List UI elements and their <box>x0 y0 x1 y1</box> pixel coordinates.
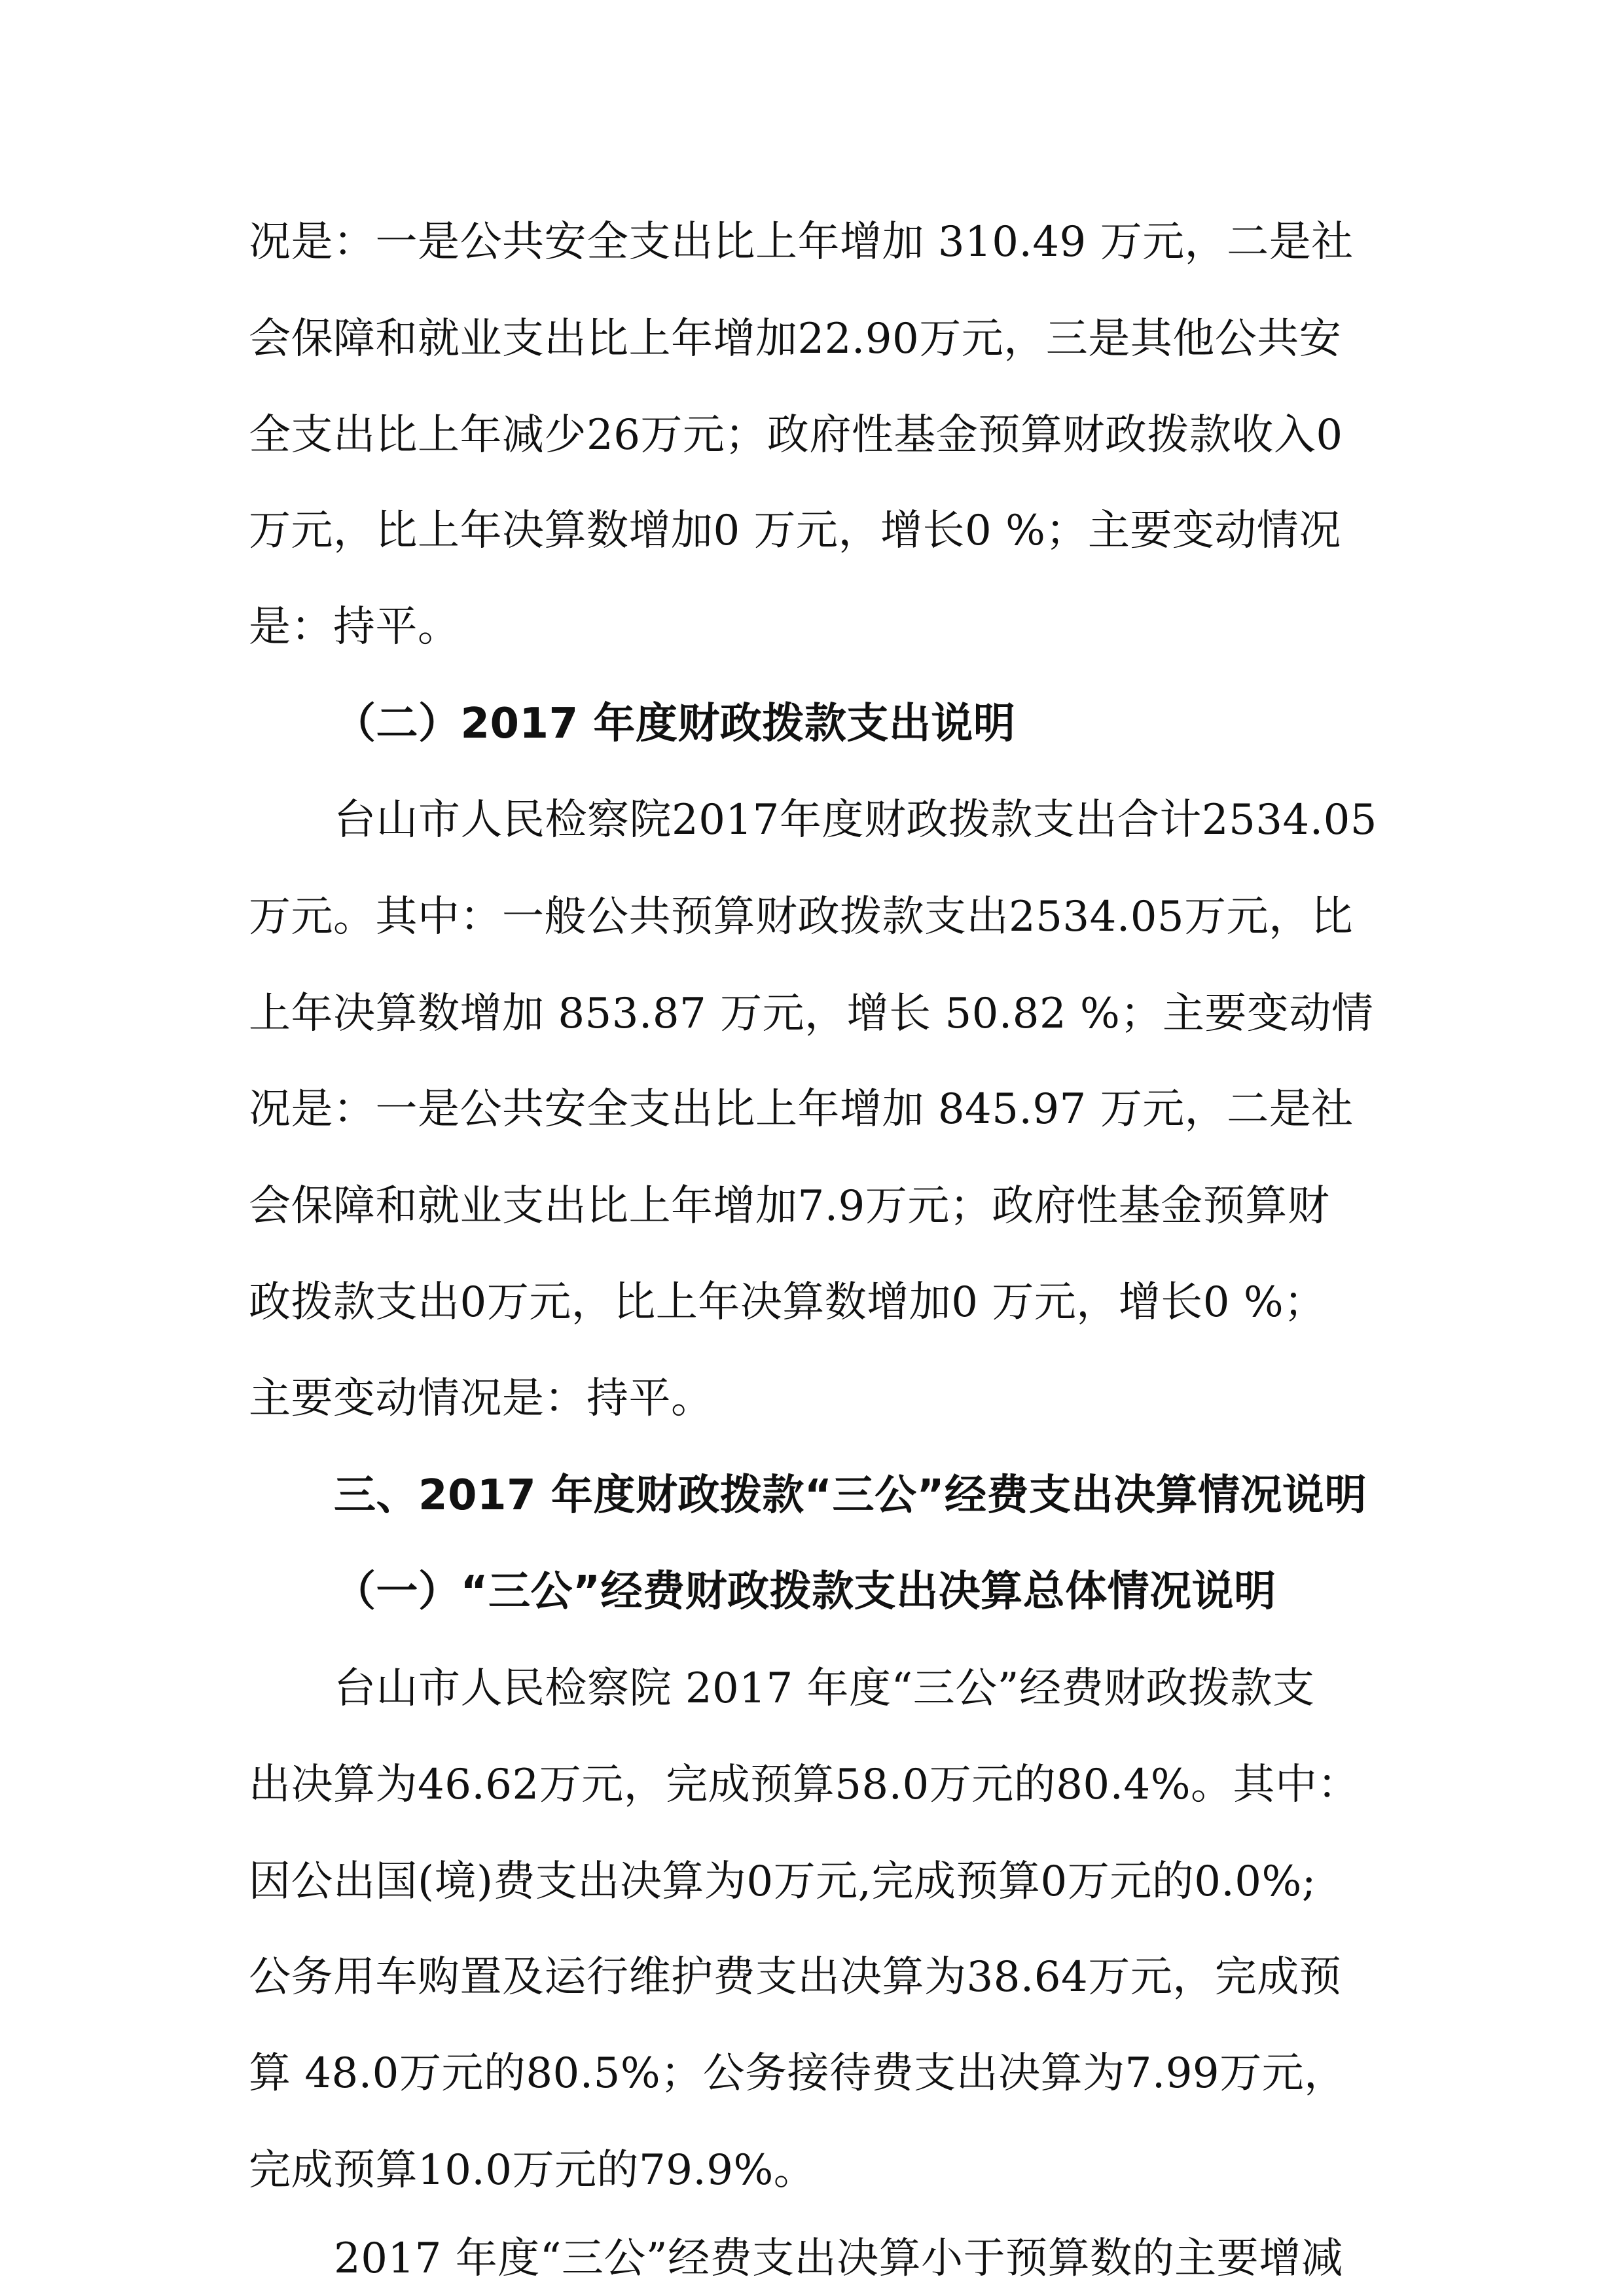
paragraph-line: 主要变动情况是：持平。 <box>249 1374 713 1423</box>
paragraph-line: 况是：一是公共安全支出比上年增加 310.49 万元，二是社 <box>249 218 1354 266</box>
paragraph-line: 万元，比上年决算数增加0 万元，增长0 %；主要变动情况 <box>249 507 1341 555</box>
paragraph-line: 台山市人民检察院 2017 年度“三公”经费财政拨款支 <box>334 1664 1315 1713</box>
section-heading-3: 三、2017 年度财政拨款“三公”经费支出决算情况说明 <box>334 1471 1367 1520</box>
paragraph-line: 会保障和就业支出比上年增加22.90万元，三是其他公共安 <box>249 315 1342 363</box>
section-heading-2: （二）2017 年度财政拨款支出说明 <box>334 700 1016 748</box>
paragraph-line: 政拨款支出0万元，比上年决算数增加0 万元，增长0 %； <box>249 1278 1326 1327</box>
paragraph-line: 算 48.0万元的80.5%；公务接待费支出决算为7.99万元， <box>249 2049 1346 2098</box>
paragraph-line: 上年决算数增加 853.87 万元，增长 50.82 %；主要变动情 <box>249 990 1374 1038</box>
paragraph-line: 完成预算10.0万元的79.9%。 <box>249 2146 816 2195</box>
paragraph-line: 万元。其中：一般公共预算财政拨款支出2534.05万元，比 <box>249 893 1354 941</box>
paragraph-line: 2017 年度“三公”经费支出决算小于预算数的主要增减 <box>334 2234 1344 2283</box>
paragraph-line: 况是：一是公共安全支出比上年增加 845.97 万元，二是社 <box>249 1085 1354 1134</box>
paragraph-line: 出决算为46.62万元，完成预算58.0万元的80.4%。其中： <box>249 1761 1360 1809</box>
paragraph-line: 因公出国(境)费支出决算为0万元,完成预算0万元的0.0%; <box>249 1857 1316 1906</box>
paragraph-line: 全支出比上年减少26万元；政府性基金预算财政拨款收入0 <box>249 411 1343 459</box>
paragraph-line: 是：持平。 <box>249 603 460 651</box>
paragraph-line: 会保障和就业支出比上年增加7.9万元；政府性基金预算财 <box>249 1182 1330 1230</box>
section-heading-3-1: （一）“三公”经费财政拨款支出决算总体情况说明 <box>334 1568 1276 1616</box>
paragraph-line: 公务用车购置及运行维护费支出决算为38.64万元，完成预 <box>249 1953 1342 2001</box>
paragraph-line: 台山市人民检察院2017年度财政拨款支出合计2534.05 <box>334 796 1378 844</box>
